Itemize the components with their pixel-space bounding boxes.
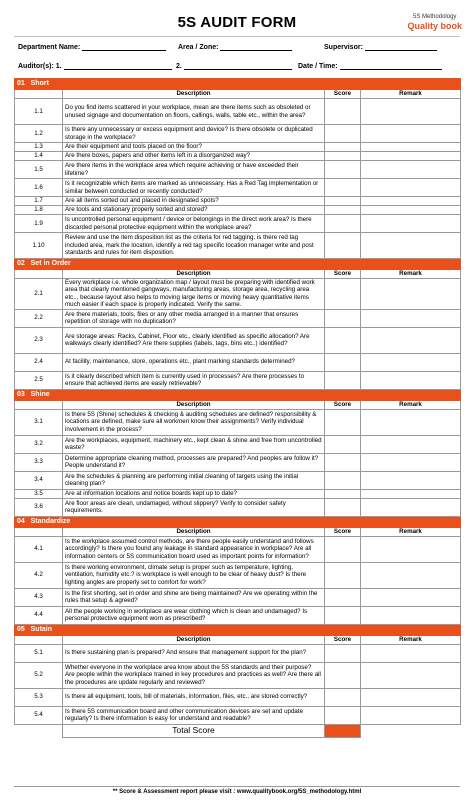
footer-note: ** Score & Assessment report please visit : www.qualitybook.org/5S_methodology.html — [112, 789, 362, 795]
date-time-label: Date / Time: — [298, 63, 338, 70]
audit-item-row — [15, 662, 461, 688]
supervisor-input-line[interactable] — [365, 43, 437, 51]
auditors-label: Auditor(s): 1. — [18, 63, 62, 70]
remark-cell[interactable] — [361, 179, 461, 197]
remark-cell[interactable] — [361, 706, 461, 724]
column-number — [15, 527, 63, 536]
score-cell[interactable] — [325, 309, 361, 327]
item-description: Is it recognizable which items are marked as unnecessary. Has a Red Tag implementation or similar between conducted or recently conducted? — [63, 179, 325, 197]
section-title — [15, 259, 461, 270]
section-name: Set in Order — [30, 260, 71, 268]
remark-cell[interactable] — [361, 371, 461, 389]
score-cell[interactable] — [325, 125, 361, 143]
section-name: Standardize — [30, 517, 71, 525]
item-number: 5.3 — [15, 688, 63, 706]
department-label: Department Name: — [18, 44, 81, 51]
item-number: 4.3 — [15, 588, 63, 606]
item-description: Are the schedules & planning are performing initial cleaning of targets using the initial cleaning plan? — [63, 471, 325, 489]
column-number — [15, 635, 63, 644]
score-cell[interactable] — [325, 233, 361, 259]
audit-item-row — [15, 453, 461, 471]
item-description: Whether everyone in the workplace area know about the 5S standards and their purpose? Are people within the workplace trained in key procedures and practices as well? Are there all the procedures are update regularly and reviewed? — [63, 662, 325, 688]
audit-item-row — [15, 309, 461, 327]
column-header-row — [15, 527, 461, 536]
item-description: Are the workplaces, equipment, machinery etc., kept clean & shine and free from uncontrolled waste? — [63, 435, 325, 453]
score-cell[interactable] — [325, 197, 361, 206]
column-score: Score — [325, 527, 361, 536]
item-description: Review and use the item disposition list as the criteria for red tagging, is there red tag included area, mark the location, identify a red tag specific location manager write and post standards and rules for item disposition. — [63, 233, 325, 259]
score-cell[interactable] — [325, 327, 361, 353]
total-row — [15, 724, 461, 737]
item-description: Are their equipment and tools placed on the floor? — [63, 143, 325, 152]
score-cell[interactable] — [325, 152, 361, 161]
item-description: Every workplace i.e. whole organization map / layout must be preparing with identified work area that clearly mentioned gangways, manufacturing areas, storage area, recycling area etc.., because layout also helps to moving large items or moving heavy quantitative items much easier if each space is properly indicated. Verify the same. — [63, 279, 325, 310]
item-description: Are at information locations and notice boards kept up to date? — [63, 489, 325, 498]
item-number: 1.9 — [15, 215, 63, 233]
item-description: Are there materials, tools, files or any other media arranged in a manner that ensures repetition of storage with no duplication? — [63, 309, 325, 327]
column-score: Score — [325, 400, 361, 409]
remark-cell[interactable] — [361, 99, 461, 125]
remark-cell[interactable] — [361, 471, 461, 489]
item-description: Are there boxes, papers and other items left in a disorganized way? — [63, 152, 325, 161]
item-number: 3.6 — [15, 498, 63, 516]
department-field[interactable] — [18, 43, 166, 51]
date-time-field[interactable] — [298, 62, 442, 70]
remark-cell[interactable] — [361, 453, 461, 471]
score-cell[interactable] — [325, 688, 361, 706]
section-header — [15, 516, 461, 527]
remark-cell[interactable] — [361, 353, 461, 371]
section-number: 05 — [17, 625, 25, 633]
total-remark-spacer — [361, 724, 461, 737]
section-header — [15, 259, 461, 270]
item-number: 1.6 — [15, 179, 63, 197]
score-cell[interactable] — [325, 471, 361, 489]
item-description: Are there items in the workplace area which require achieving or have exceeded their lifetime? — [63, 161, 325, 179]
score-cell[interactable] — [325, 279, 361, 310]
item-number: 4.2 — [15, 562, 63, 588]
item-number: 2.1 — [15, 279, 63, 310]
supervisor-field[interactable] — [324, 43, 437, 51]
item-number: 4.4 — [15, 606, 63, 624]
area-label: Area / Zone: — [178, 44, 219, 51]
item-number: 1.5 — [15, 161, 63, 179]
total-spacer — [15, 724, 63, 737]
item-number: 2.3 — [15, 327, 63, 353]
item-description: Is there all equipment, tools, bill of materials, information, files, etc., are stored correctly? — [63, 688, 325, 706]
column-score: Score — [325, 635, 361, 644]
section-title — [15, 624, 461, 635]
section-name: Sutain — [30, 625, 53, 633]
column-description: Description — [63, 90, 325, 99]
section-title — [15, 389, 461, 400]
remark-cell[interactable] — [361, 688, 461, 706]
score-cell[interactable] — [325, 536, 361, 562]
score-cell[interactable] — [325, 562, 361, 588]
item-number: 4.1 — [15, 536, 63, 562]
item-number: 1.8 — [15, 206, 63, 215]
audit-item-row — [15, 706, 461, 724]
header-row-1 — [14, 43, 460, 57]
section-number: 01 — [17, 80, 25, 88]
audit-item-row — [15, 279, 461, 310]
audit-item-row — [15, 562, 461, 588]
header-row-2 — [14, 62, 460, 76]
section-header — [15, 79, 461, 90]
remark-cell[interactable] — [361, 644, 461, 662]
item-number: 1.10 — [15, 233, 63, 259]
audit-item-row — [15, 327, 461, 353]
item-description: Are storage areas: Racks, Cabinet, Floor etc., clearly identified as specific allocation? Are walkways clearly identified? Are there supplies (labels, tags, bins etc..) identified? — [63, 327, 325, 353]
item-number: 5.4 — [15, 706, 63, 724]
audit-item-row — [15, 588, 461, 606]
date-time-input-line[interactable] — [340, 62, 442, 70]
score-cell[interactable] — [325, 435, 361, 453]
total-score-cell[interactable] — [325, 724, 361, 737]
score-cell[interactable] — [325, 409, 361, 435]
total-score-label: Total Score — [63, 724, 325, 737]
remark-cell[interactable] — [361, 206, 461, 215]
item-description: Is the workplace assumed control methods, are there people easily understand and follows accordingly? Is there you found any leakage in standard appearance in workplace? Are all information centers or 5S communication board used as important points for information? — [63, 536, 325, 562]
score-cell[interactable] — [325, 588, 361, 606]
audit-item-row — [15, 125, 461, 143]
remark-cell[interactable] — [361, 588, 461, 606]
remark-cell[interactable] — [361, 161, 461, 179]
audit-item-row — [15, 206, 461, 215]
remark-cell[interactable] — [361, 606, 461, 624]
score-cell[interactable] — [325, 489, 361, 498]
remark-cell[interactable] — [361, 435, 461, 453]
remark-cell[interactable] — [361, 279, 461, 310]
score-cell[interactable] — [325, 206, 361, 215]
item-number: 1.2 — [15, 125, 63, 143]
item-number: 3.5 — [15, 489, 63, 498]
remark-cell[interactable] — [361, 143, 461, 152]
remark-cell[interactable] — [361, 489, 461, 498]
remark-cell[interactable] — [361, 233, 461, 259]
column-remark: Remark — [361, 270, 461, 279]
item-number: 1.4 — [15, 152, 63, 161]
section-name: Shine — [30, 390, 50, 398]
remark-cell[interactable] — [361, 327, 461, 353]
section-header — [15, 389, 461, 400]
column-header-row — [15, 635, 461, 644]
section-number: 04 — [17, 517, 25, 525]
item-description: Determine appropriate cleaning method, processes are prepared? And peoples are follow it? People understand it? — [63, 453, 325, 471]
auditor1-input-line[interactable] — [64, 62, 172, 70]
item-number: 1.3 — [15, 143, 63, 152]
footer-divider — [14, 786, 460, 787]
column-number — [15, 270, 63, 279]
audit-item-row — [15, 536, 461, 562]
remark-cell[interactable] — [361, 215, 461, 233]
audit-item-row — [15, 471, 461, 489]
column-remark: Remark — [361, 527, 461, 536]
column-remark: Remark — [361, 635, 461, 644]
section-number: 02 — [17, 260, 25, 268]
score-cell[interactable] — [325, 143, 361, 152]
audit-item-row — [15, 409, 461, 435]
item-description: Is there 5S communication board and other communication devices are set and update regularly? Is there information is easy for understand and readable? — [63, 706, 325, 724]
item-description: At facility, maintenance, store, operations etc., plant marking standards determined? — [63, 353, 325, 371]
section-header — [15, 624, 461, 635]
column-number — [15, 90, 63, 99]
column-remark: Remark — [361, 400, 461, 409]
score-cell[interactable] — [325, 179, 361, 197]
audit-item-row — [15, 99, 461, 125]
remark-cell[interactable] — [361, 536, 461, 562]
item-number: 2.5 — [15, 371, 63, 389]
item-number: 1.1 — [15, 99, 63, 125]
area-field[interactable] — [178, 43, 292, 51]
column-header-row — [15, 400, 461, 409]
column-header-row — [15, 90, 461, 99]
score-cell[interactable] — [325, 662, 361, 688]
audit-item-row — [15, 197, 461, 206]
audit-item-row — [15, 688, 461, 706]
remark-cell[interactable] — [361, 662, 461, 688]
brand-subtitle: 5S Methodology — [413, 14, 457, 20]
audit-item-row — [15, 489, 461, 498]
audit-item-row — [15, 371, 461, 389]
section-title — [15, 79, 461, 90]
audit-item-row — [15, 644, 461, 662]
score-cell[interactable] — [325, 644, 361, 662]
item-number: 3.4 — [15, 471, 63, 489]
form-title: 5S AUDIT FORM — [177, 14, 297, 31]
item-description: Is it clearly described which item is currently used in processes? Are there processes to ensure that achieved items are easily retrievable? — [63, 371, 325, 389]
remark-cell[interactable] — [361, 152, 461, 161]
column-remark: Remark — [361, 90, 461, 99]
remark-cell[interactable] — [361, 309, 461, 327]
score-cell[interactable] — [325, 353, 361, 371]
item-description: Are tools and stationary properly sorted and stored? — [63, 206, 325, 215]
audit-item-row — [15, 435, 461, 453]
auditor2-field[interactable] — [176, 62, 292, 70]
column-score: Score — [325, 270, 361, 279]
score-cell[interactable] — [325, 161, 361, 179]
column-header-row — [15, 270, 461, 279]
item-description: Do you find items scattered in your workplace, mean are there items such as obsoleted or unused signage and documentation on floors, callings, walls, table etc., within the area? — [63, 99, 325, 125]
audit-item-row — [15, 152, 461, 161]
audit-item-row — [15, 498, 461, 516]
item-number: 2.4 — [15, 353, 63, 371]
score-cell[interactable] — [325, 453, 361, 471]
column-description: Description — [63, 400, 325, 409]
remark-cell[interactable] — [361, 562, 461, 588]
item-description: All the people working in workplace are wear clothing which is clean and undamaged? Is personal protective equipment worn as prescribed? — [63, 606, 325, 624]
score-cell[interactable] — [325, 99, 361, 125]
remark-cell[interactable] — [361, 498, 461, 516]
remark-cell[interactable] — [361, 197, 461, 206]
remark-cell[interactable] — [361, 125, 461, 143]
score-cell[interactable] — [325, 371, 361, 389]
auditor1-field[interactable] — [18, 62, 172, 70]
title-divider — [14, 36, 460, 37]
remark-cell[interactable] — [361, 409, 461, 435]
audit-item-row — [15, 606, 461, 624]
column-number — [15, 400, 63, 409]
audit-table — [14, 78, 461, 738]
score-cell[interactable] — [325, 606, 361, 624]
brand-logo — [407, 14, 462, 31]
item-number: 2.2 — [15, 309, 63, 327]
item-number: 3.3 — [15, 453, 63, 471]
column-score: Score — [325, 90, 361, 99]
audit-item-row — [15, 215, 461, 233]
item-number: 1.7 — [15, 197, 63, 206]
supervisor-label: Supervisor: — [324, 44, 363, 51]
item-description: Is there any unnecessary or excess equipment and device? Is there obsolete or duplicated storage in the workplace? — [63, 125, 325, 143]
item-description: Is there sustaining plan is prepared? And ensure that management support for the plan? — [63, 644, 325, 662]
item-number: 3.1 — [15, 409, 63, 435]
score-cell[interactable] — [325, 498, 361, 516]
department-input-line[interactable] — [82, 43, 166, 51]
item-description: Are all items sorted out and placed in designated spots? — [63, 197, 325, 206]
section-title — [15, 516, 461, 527]
item-description: Is there 5S (Shine) schedules & checking & auditing schedules are defined? responsibility & locations are defined, make sure all workmen know their assignments? Verify individual involvement in the process? — [63, 409, 325, 435]
section-number: 03 — [17, 390, 25, 398]
item-number: 5.1 — [15, 644, 63, 662]
column-description: Description — [63, 635, 325, 644]
area-input-line[interactable] — [220, 43, 292, 51]
score-cell[interactable] — [325, 706, 361, 724]
item-description: Is the first shorting, set in order and shine are being maintained? Are we operating within the rules that setup & agreed? — [63, 588, 325, 606]
item-number: 5.2 — [15, 662, 63, 688]
score-cell[interactable] — [325, 215, 361, 233]
audit-item-row — [15, 353, 461, 371]
audit-item-row — [15, 143, 461, 152]
item-description: Is there working environment, climate setup is proper such as temperature, lighting, ventilation, humidity etc.? is workplace is well enough to be clear of heavy dust? Is there lighting angles are properly set to comfort for work? — [63, 562, 325, 588]
auditor2-input-line[interactable] — [184, 62, 292, 70]
column-description: Description — [63, 527, 325, 536]
auditor2-label: 2. — [176, 63, 182, 70]
column-description: Description — [63, 270, 325, 279]
brand-name: Quality book — [407, 21, 462, 31]
item-description: Is uncontrolled personal equipment / device or belongings in the direct work area? Is there discarded personal protective equipment within the workplace area? — [63, 215, 325, 233]
item-number: 3.2 — [15, 435, 63, 453]
audit-item-row — [15, 179, 461, 197]
audit-item-row — [15, 233, 461, 259]
section-name: Short — [30, 80, 49, 88]
item-description: Are floor areas are clean, undamaged, without slippery? Verify to consider safety requirements. — [63, 498, 325, 516]
audit-item-row — [15, 161, 461, 179]
